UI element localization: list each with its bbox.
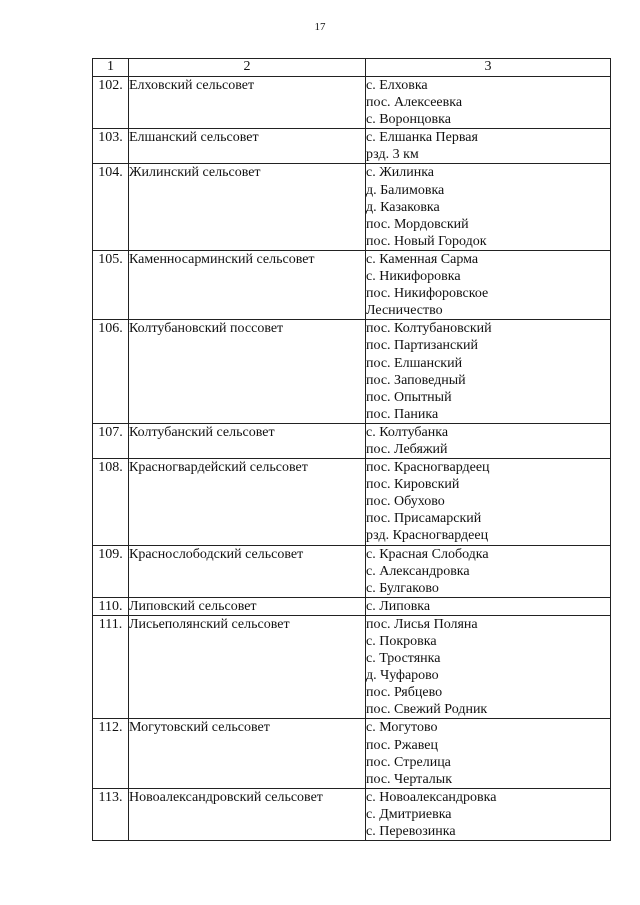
settlement-item: пос. Кировский [366,477,460,493]
settlements-cell [366,459,611,545]
municipality-name: Могутовский сельсовет [129,719,366,788]
table-row [93,423,611,458]
settlement-item: пос. Никифоровское [366,286,489,302]
table-header-row [93,59,611,77]
settlement-item: д. Чуфарово [366,668,439,684]
settlement-item: д. Казаковка [366,199,440,215]
settlements-cell [366,320,611,424]
row-number: 104. [93,164,129,250]
settlement-item: с. Могутово [366,720,438,736]
column-header-settlements: 3 [366,59,611,77]
table-row [93,459,611,545]
table-row [93,545,611,597]
settlement-item: с. Колтубанка [366,424,449,440]
settlement-item: пос. Лебяжий [366,441,448,457]
settlements-cell [366,164,611,250]
settlement-item: с. Александровка [366,563,470,579]
row-number: 103. [93,129,129,164]
table-row [93,788,611,840]
settlement-item: с. Дмитриевка [366,806,452,822]
settlements-cell [366,545,611,597]
settlement-item: пос. Лисья Поляна [366,616,478,632]
municipality-name: Липовский сельсовет [129,597,366,615]
settlements-cell [366,129,611,164]
settlement-item: пос. Паника [366,406,439,422]
settlement-item: с. Никифоровка [366,269,461,285]
municipality-name: Елшанский сельсовет [129,129,366,164]
settlement-item: пос. Свежий Родник [366,702,488,718]
settlements-cell [366,788,611,840]
settlement-item: пос. Красногвардеец [366,460,490,476]
settlement-item: с. Красная Слободка [366,546,489,562]
row-number: 106. [93,320,129,424]
table-row [93,77,611,129]
row-number: 107. [93,423,129,458]
table-row [93,719,611,788]
settlement-item: с. Тростянка [366,651,441,667]
settlement-item: с. Елшанка Первая [366,130,478,146]
settlement-item: с. Булгаково [366,580,439,596]
settlement-item: рзд. 3 км [366,147,419,163]
table-row [93,615,611,719]
settlement-item: рзд. Красногвардеец [366,528,489,544]
settlements-cell [366,250,611,319]
settlements-cell [366,719,611,788]
settlement-item: с. Перевозинка [366,824,456,840]
settlement-item: Лесничество [366,303,443,319]
row-number: 110. [93,597,129,615]
row-number: 112. [93,719,129,788]
table-row [93,250,611,319]
municipality-name: Колтубанский сельсовет [129,423,366,458]
settlement-item: с. Елховка [366,78,428,93]
settlement-item: пос. Обухово [366,494,445,510]
row-number: 108. [93,459,129,545]
settlement-item: пос. Алексеевка [366,95,463,111]
municipality-name: Лисьеполянский сельсовет [129,615,366,719]
municipality-name: Колтубановский поссовет [129,320,366,424]
settlement-item: пос. Опытный [366,389,452,405]
column-header-number: 1 [93,59,129,77]
page-number: 17 [314,21,326,33]
municipality-name: Красногвардейский сельсовет [129,459,366,545]
municipality-name: Жилинский сельсовет [129,164,366,250]
table-row [93,597,611,615]
settlement-item: пос. Черталык [366,771,453,787]
row-number: 109. [93,545,129,597]
settlements-cell [366,597,611,615]
municipality-name: Новоалександровский сельсовет [129,788,366,840]
settlement-item: с. Каменная Сарма [366,251,479,267]
settlement-item: пос. Присамарский [366,511,482,527]
settlement-item: с. Липовка [366,598,431,614]
settlements-cell [366,77,611,129]
settlement-item: пос. Мордовский [366,216,469,232]
row-number: 113. [93,788,129,840]
municipality-name: Краснослободский сельсовет [129,545,366,597]
settlement-item: д. Балимовка [366,182,445,198]
settlement-item: с. Воронцовка [366,112,451,128]
table-row [93,164,611,250]
settlement-item: с. Покровка [366,634,437,649]
column-header-municipality: 2 [129,59,366,77]
settlements-cell [366,615,611,719]
row-number: 111. [93,615,129,719]
row-number: 102. [93,77,129,129]
settlement-item: пос. Колтубановский [366,321,492,337]
settlement-item: с. Новоалександровка [366,789,497,805]
settlement-item: пос. Стрелица [366,754,451,770]
municipality-name: Каменносарминский сельсовет [129,250,366,319]
settlements-cell [366,423,611,458]
settlement-item: пос. Ржавец [366,737,438,753]
settlement-item: пос. Заповедный [366,372,466,388]
settlement-item: пос. Рябцево [366,685,443,701]
table-row [93,129,611,164]
settlement-item: пос. Новый Городок [366,233,487,249]
municipality-name: Елховский сельсовет [129,77,366,129]
row-number: 105. [93,250,129,319]
settlement-item: пос. Партизанский [366,338,479,354]
table-row [93,320,611,424]
settlement-item: пос. Елшанский [366,355,463,371]
settlement-item: с. Жилинка [366,165,435,181]
municipality-table [92,58,611,841]
